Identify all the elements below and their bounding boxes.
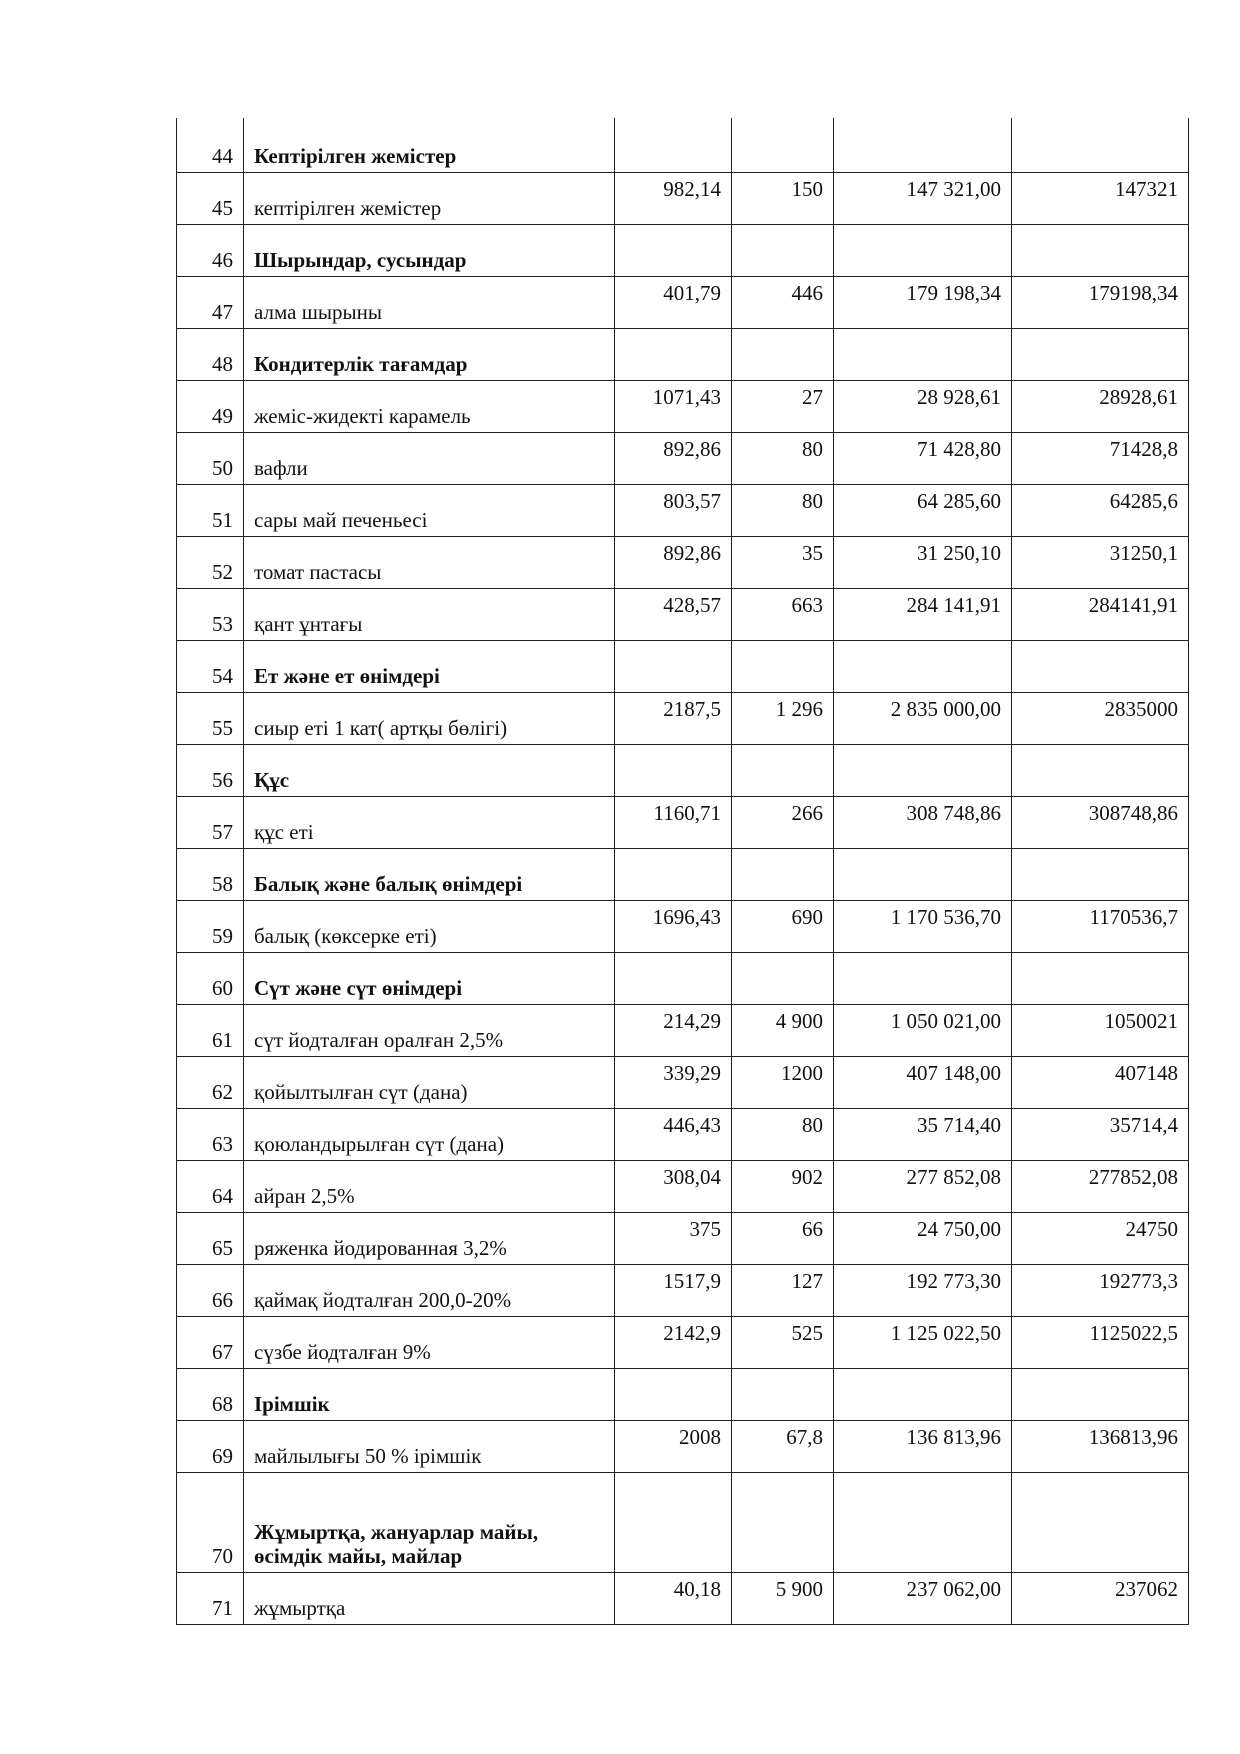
qty-cell: 446 [732,276,834,328]
sum-cell: 407 148,00 [834,1056,1012,1108]
table-row [177,692,1189,744]
sum-cell: 277 852,08 [834,1160,1012,1212]
row-number: 57 [177,796,244,848]
total-cell: 284141,91 [1012,588,1189,640]
qty-cell [732,1472,834,1572]
category-row [177,640,1189,692]
category-row [177,118,1189,172]
table-row [177,1264,1189,1316]
qty-cell: 35 [732,536,834,588]
row-number: 70 [177,1472,244,1572]
sum-cell: 1 125 022,50 [834,1316,1012,1368]
category-name: Сүт және сүт өнімдері [244,952,615,1004]
product-name: қант ұнтағы [244,588,615,640]
product-name: майлылығы 50 % ірімшік [244,1420,615,1472]
price-cell [615,640,732,692]
row-number: 68 [177,1368,244,1420]
row-number: 53 [177,588,244,640]
total-cell: 28928,61 [1012,380,1189,432]
table-row [177,432,1189,484]
sum-cell: 2 835 000,00 [834,692,1012,744]
product-name: жұмыртқа [244,1572,615,1624]
category-name: Кондитерлік тағамдар [244,328,615,380]
qty-cell: 1200 [732,1056,834,1108]
row-number: 51 [177,484,244,536]
sum-cell: 31 250,10 [834,536,1012,588]
products-table [176,118,1189,1625]
qty-cell [732,1368,834,1420]
row-number: 52 [177,536,244,588]
qty-cell: 1 296 [732,692,834,744]
category-name: Жұмыртқа, жануарлар майы, өсімдік майы, майлар [244,1472,615,1572]
qty-cell: 902 [732,1160,834,1212]
category-row [177,328,1189,380]
total-cell [1012,224,1189,276]
qty-cell: 80 [732,484,834,536]
total-cell: 1125022,5 [1012,1316,1189,1368]
price-cell [615,952,732,1004]
total-cell: 24750 [1012,1212,1189,1264]
sum-cell: 147 321,00 [834,172,1012,224]
row-number: 58 [177,848,244,900]
sum-cell: 284 141,91 [834,588,1012,640]
product-name: вафли [244,432,615,484]
total-cell: 308748,86 [1012,796,1189,848]
row-number: 71 [177,1572,244,1624]
sum-cell [834,118,1012,172]
category-row [177,848,1189,900]
price-cell: 1160,71 [615,796,732,848]
row-number: 67 [177,1316,244,1368]
sum-cell: 28 928,61 [834,380,1012,432]
category-name: Кептірілген жемістер [244,118,615,172]
product-name: құс еті [244,796,615,848]
row-number: 61 [177,1004,244,1056]
sum-cell: 308 748,86 [834,796,1012,848]
product-name: айран 2,5% [244,1160,615,1212]
row-number: 55 [177,692,244,744]
table-row [177,1316,1189,1368]
qty-cell [732,744,834,796]
table-row [177,172,1189,224]
sum-cell: 24 750,00 [834,1212,1012,1264]
category-row [177,744,1189,796]
category-name: Балық және балық өнімдері [244,848,615,900]
price-cell: 2008 [615,1420,732,1472]
total-cell: 35714,4 [1012,1108,1189,1160]
sum-cell [834,848,1012,900]
category-row [177,224,1189,276]
table-row [177,1108,1189,1160]
total-cell: 237062 [1012,1572,1189,1624]
price-cell: 339,29 [615,1056,732,1108]
qty-cell: 525 [732,1316,834,1368]
product-name: қоюландырылған сүт (дана) [244,1108,615,1160]
row-number: 65 [177,1212,244,1264]
qty-cell: 80 [732,1108,834,1160]
table-row [177,1160,1189,1212]
table-row [177,796,1189,848]
total-cell: 71428,8 [1012,432,1189,484]
price-cell [615,328,732,380]
table-row [177,1572,1189,1624]
qty-cell [732,118,834,172]
table-row [177,536,1189,588]
product-name: балық (көксерке еті) [244,900,615,952]
total-cell: 179198,34 [1012,276,1189,328]
sum-cell: 64 285,60 [834,484,1012,536]
total-cell [1012,744,1189,796]
price-cell: 40,18 [615,1572,732,1624]
row-number: 54 [177,640,244,692]
price-cell: 308,04 [615,1160,732,1212]
qty-cell: 67,8 [732,1420,834,1472]
category-name: Құс [244,744,615,796]
row-number: 63 [177,1108,244,1160]
price-cell [615,848,732,900]
total-cell [1012,118,1189,172]
category-row [177,1368,1189,1420]
price-cell: 1517,9 [615,1264,732,1316]
table-row [177,1004,1189,1056]
table-row [177,900,1189,952]
total-cell: 31250,1 [1012,536,1189,588]
row-number: 45 [177,172,244,224]
product-name: қаймақ йодталған 200,0-20% [244,1264,615,1316]
table-row [177,484,1189,536]
row-number: 46 [177,224,244,276]
qty-cell [732,848,834,900]
total-cell [1012,640,1189,692]
price-cell: 892,86 [615,432,732,484]
price-cell: 803,57 [615,484,732,536]
sum-cell: 136 813,96 [834,1420,1012,1472]
product-name: сүзбе йодталған 9% [244,1316,615,1368]
qty-cell [732,224,834,276]
sum-cell [834,1472,1012,1572]
table-row [177,276,1189,328]
sum-cell [834,952,1012,1004]
qty-cell: 150 [732,172,834,224]
sum-cell: 71 428,80 [834,432,1012,484]
total-cell: 192773,3 [1012,1264,1189,1316]
sum-cell [834,328,1012,380]
product-name: ряженка йодированная 3,2% [244,1212,615,1264]
product-name: сүт йодталған оралған 2,5% [244,1004,615,1056]
product-name: сары май печеньесі [244,484,615,536]
sum-cell [834,744,1012,796]
row-number: 66 [177,1264,244,1316]
sum-cell [834,224,1012,276]
sum-cell: 1 050 021,00 [834,1004,1012,1056]
row-number: 49 [177,380,244,432]
table-row [177,380,1189,432]
qty-cell: 80 [732,432,834,484]
row-number: 59 [177,900,244,952]
total-cell [1012,848,1189,900]
total-cell [1012,952,1189,1004]
price-cell [615,118,732,172]
price-cell: 1696,43 [615,900,732,952]
category-row [177,1472,1189,1572]
price-cell [615,224,732,276]
price-cell: 428,57 [615,588,732,640]
total-cell [1012,1368,1189,1420]
sum-cell [834,640,1012,692]
row-number: 44 [177,118,244,172]
sum-cell: 192 773,30 [834,1264,1012,1316]
product-name: сиыр еті 1 кат( артқы бөлігі) [244,692,615,744]
qty-cell: 27 [732,380,834,432]
qty-cell: 266 [732,796,834,848]
product-name: кептірілген жемістер [244,172,615,224]
row-number: 62 [177,1056,244,1108]
total-cell: 1170536,7 [1012,900,1189,952]
qty-cell: 66 [732,1212,834,1264]
category-name: Шырындар, сусындар [244,224,615,276]
row-number: 50 [177,432,244,484]
price-cell [615,1368,732,1420]
price-cell: 375 [615,1212,732,1264]
qty-cell: 127 [732,1264,834,1316]
price-cell: 214,29 [615,1004,732,1056]
qty-cell: 5 900 [732,1572,834,1624]
qty-cell [732,952,834,1004]
table-row [177,1212,1189,1264]
category-row [177,952,1189,1004]
price-cell [615,744,732,796]
product-name: жеміс-жидекті карамель [244,380,615,432]
total-cell: 407148 [1012,1056,1189,1108]
price-cell: 982,14 [615,172,732,224]
qty-cell [732,640,834,692]
sum-cell: 1 170 536,70 [834,900,1012,952]
sum-cell: 179 198,34 [834,276,1012,328]
row-number: 64 [177,1160,244,1212]
table-row [177,588,1189,640]
category-name: Ет және ет өнімдері [244,640,615,692]
category-name: Ірімшік [244,1368,615,1420]
total-cell: 1050021 [1012,1004,1189,1056]
price-cell: 401,79 [615,276,732,328]
price-cell: 2142,9 [615,1316,732,1368]
row-number: 48 [177,328,244,380]
total-cell: 277852,08 [1012,1160,1189,1212]
price-cell [615,1472,732,1572]
price-cell: 892,86 [615,536,732,588]
row-number: 47 [177,276,244,328]
total-cell: 147321 [1012,172,1189,224]
qty-cell [732,328,834,380]
table-row [177,1420,1189,1472]
price-cell: 2187,5 [615,692,732,744]
total-cell: 2835000 [1012,692,1189,744]
row-number: 60 [177,952,244,1004]
price-cell: 446,43 [615,1108,732,1160]
total-cell: 64285,6 [1012,484,1189,536]
sum-cell [834,1368,1012,1420]
product-name: томат пастасы [244,536,615,588]
row-number: 69 [177,1420,244,1472]
sum-cell: 35 714,40 [834,1108,1012,1160]
qty-cell: 663 [732,588,834,640]
qty-cell: 690 [732,900,834,952]
sum-cell: 237 062,00 [834,1572,1012,1624]
price-cell: 1071,43 [615,380,732,432]
product-name: алма шырыны [244,276,615,328]
row-number: 56 [177,744,244,796]
table-row [177,1056,1189,1108]
product-name: қойылтылған сүт (дана) [244,1056,615,1108]
total-cell: 136813,96 [1012,1420,1189,1472]
qty-cell: 4 900 [732,1004,834,1056]
total-cell [1012,1472,1189,1572]
total-cell [1012,328,1189,380]
